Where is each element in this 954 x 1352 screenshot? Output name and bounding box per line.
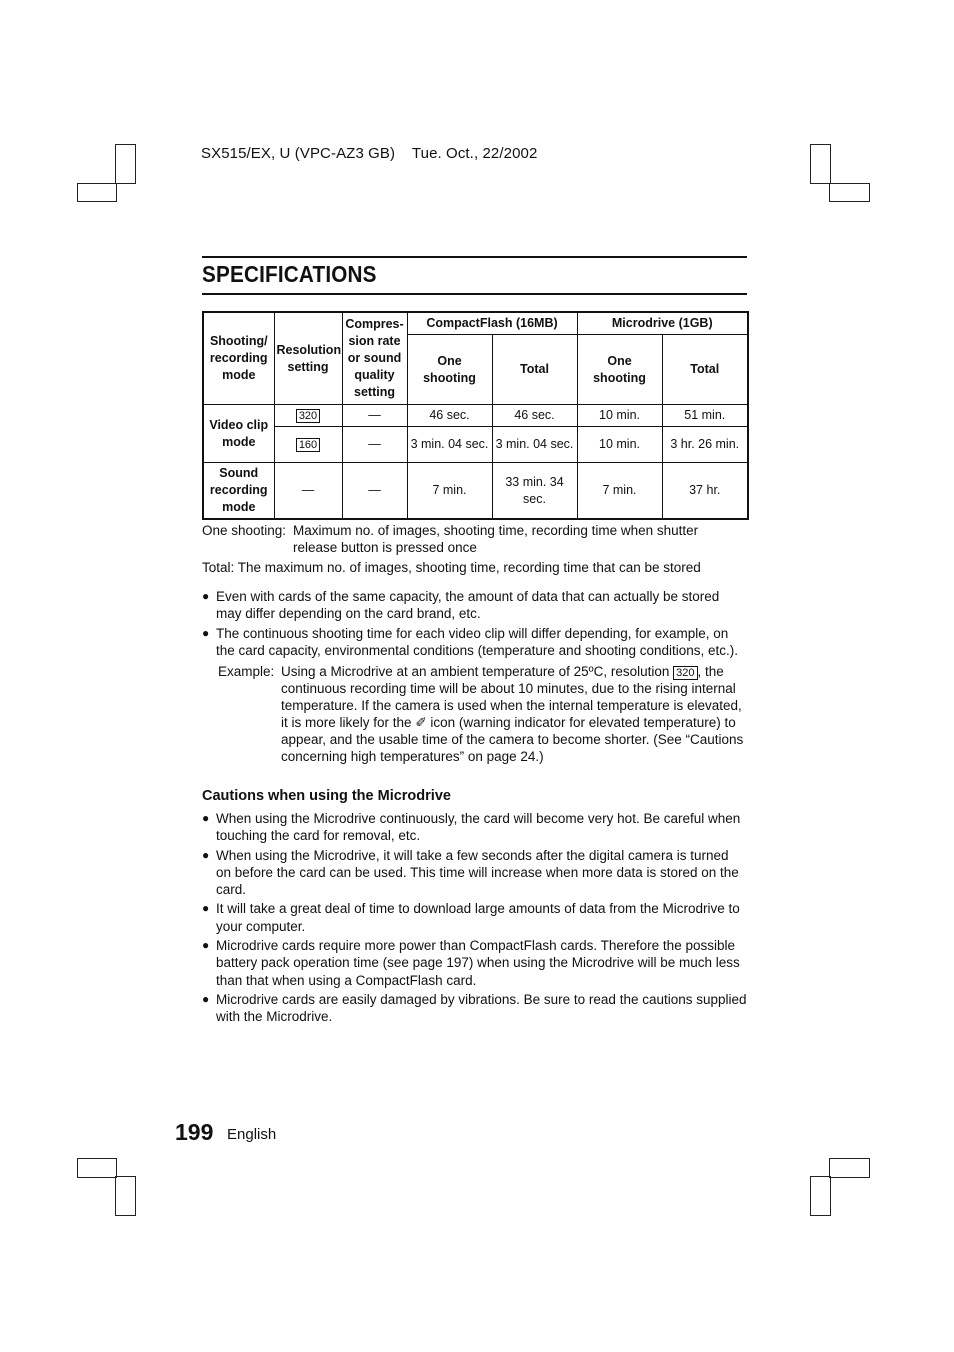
list-item: ● The continuous shooting time for each video clip will differ depending, for example, on the card capacity, environmental conditions (temperature and shooting conditions, etc.).	[202, 625, 739, 658]
note-one-shooting-label: One shooting:	[202, 523, 287, 538]
bullet-list-general	[202, 588, 747, 661]
table-cell: 37 hr.	[662, 463, 748, 520]
resolution-160-icon: 160	[296, 438, 320, 452]
col-group-compactflash: CompactFlash (16MB)	[407, 312, 577, 335]
table-cell: 46 sec.	[407, 405, 492, 427]
bullet-list-cautions	[202, 810, 747, 1028]
resolution-320-icon: 320	[673, 666, 697, 680]
thermometer-icon: ✐	[415, 715, 427, 730]
table-cell: —	[342, 463, 407, 520]
table-cell: 10 min.	[577, 405, 662, 427]
col-header-compression: Compres- sion rate or sound quality setting	[342, 312, 407, 405]
table-row	[203, 463, 748, 520]
col-header-resolution: Resolution setting	[274, 312, 342, 405]
page-language: English	[227, 1126, 277, 1143]
document-header: SX515/EX, U (VPC-AZ3 GB) Tue. Oct., 22/2002	[201, 145, 538, 162]
list-item: ● Even with cards of the same capacity, the amount of data that can actually be stored may differ depending on the card brand, etc.	[202, 589, 720, 622]
title-rule-bottom	[202, 293, 747, 295]
bullet-icon: ●	[202, 991, 210, 1006]
table-cell: 10 min.	[577, 427, 662, 463]
resolution-320-icon: 320	[296, 409, 320, 423]
list-item: ● It will take a great deal of time to download large amounts of data from the Microdrive to your computer.	[202, 901, 740, 934]
cautions-heading: Cautions when using the Microdrive	[202, 788, 451, 804]
col-header-cf-total: Total	[492, 335, 577, 405]
col-header-mode: Shooting/ recording mode	[203, 312, 274, 405]
crop-mark	[115, 144, 136, 184]
table-cell: —	[342, 427, 407, 463]
bullet-icon: ●	[202, 938, 210, 953]
page-title: SPECIFICATIONS	[202, 261, 377, 287]
bullet-icon: ●	[202, 589, 210, 603]
table-cell: 3 hr. 26 min.	[662, 427, 748, 463]
list-item: ● When using the Microdrive continuously, the card will become very hot. Be careful when touching the card for removal, etc.	[202, 811, 741, 844]
table-cell: 3 min. 04 sec.	[492, 427, 577, 463]
note-total: Total: The maximum no. of images, shooting time, recording time that can be stored	[202, 560, 701, 575]
table-cell: —	[274, 463, 342, 520]
page-number: 199	[175, 1119, 214, 1145]
list-item: ● Microdrive cards are easily damaged by vibrations. Be sure to read the cautions supplied with the Microdrive.	[202, 991, 747, 1025]
crop-mark	[829, 1158, 870, 1178]
list-item: ● Microdrive cards require more power than CompactFlash cards. Therefore the possible battery pack operation time (see page 197) when using the Microdrive will be much less than that when using a CompactFlash card.	[202, 938, 740, 988]
table-row	[203, 405, 748, 427]
bullet-icon: ●	[202, 625, 210, 640]
example-text: Using a Microdrive at an ambient temperature of 25ºC, resolution 320 , the continuous recording time will be about 10 minutes, due to the rising internal temperature. If the camera is used when the internal temperature is elevated, it is more likely for the ✐ icon (warning indicator for elevated temperature) to appear, and the usable time of the camera to become shorter. (See “Cautions concerning high temperatures” on page 24.)	[281, 664, 744, 764]
crop-mark	[115, 1176, 136, 1216]
col-header-cf-one: One shooting	[407, 335, 492, 405]
col-header-md-total: Total	[662, 335, 748, 405]
note-one-shooting-text: Maximum no. of images, shooting time, recording time when shutter	[293, 523, 699, 538]
crop-mark	[77, 183, 117, 202]
crop-mark	[829, 183, 870, 202]
row-header-sound: Sound recording mode	[203, 463, 274, 520]
list-item: ● When using the Microdrive, it will take a few seconds after the digital camera is turned on before the card can be used. This time will increase when more data is stored on the card.	[202, 847, 739, 898]
spec-table	[202, 311, 749, 520]
bullet-icon: ●	[202, 901, 210, 916]
table-row	[203, 427, 748, 463]
crop-mark	[810, 1176, 831, 1216]
col-group-microdrive: Microdrive (1GB)	[577, 312, 748, 335]
example-label: Example:	[218, 664, 275, 679]
table-cell: —	[342, 405, 407, 427]
crop-mark	[77, 1158, 117, 1178]
col-header-md-one: One shooting	[577, 335, 662, 405]
bullet-icon: ●	[202, 847, 210, 862]
table-cell: 46 sec.	[492, 405, 577, 427]
title-rule-top	[202, 256, 747, 258]
table-cell: 51 min.	[662, 405, 748, 427]
table-cell: 3 min. 04 sec.	[407, 427, 492, 463]
crop-mark	[810, 144, 831, 184]
note-one-shooting-text-cont: release button is pressed once	[293, 540, 477, 555]
row-header-video: Video clip mode	[203, 405, 274, 463]
table-cell: 33 min. 34 sec.	[492, 463, 577, 520]
table-cell: 7 min.	[407, 463, 492, 520]
table-cell: 7 min.	[577, 463, 662, 520]
bullet-icon: ●	[202, 811, 210, 825]
